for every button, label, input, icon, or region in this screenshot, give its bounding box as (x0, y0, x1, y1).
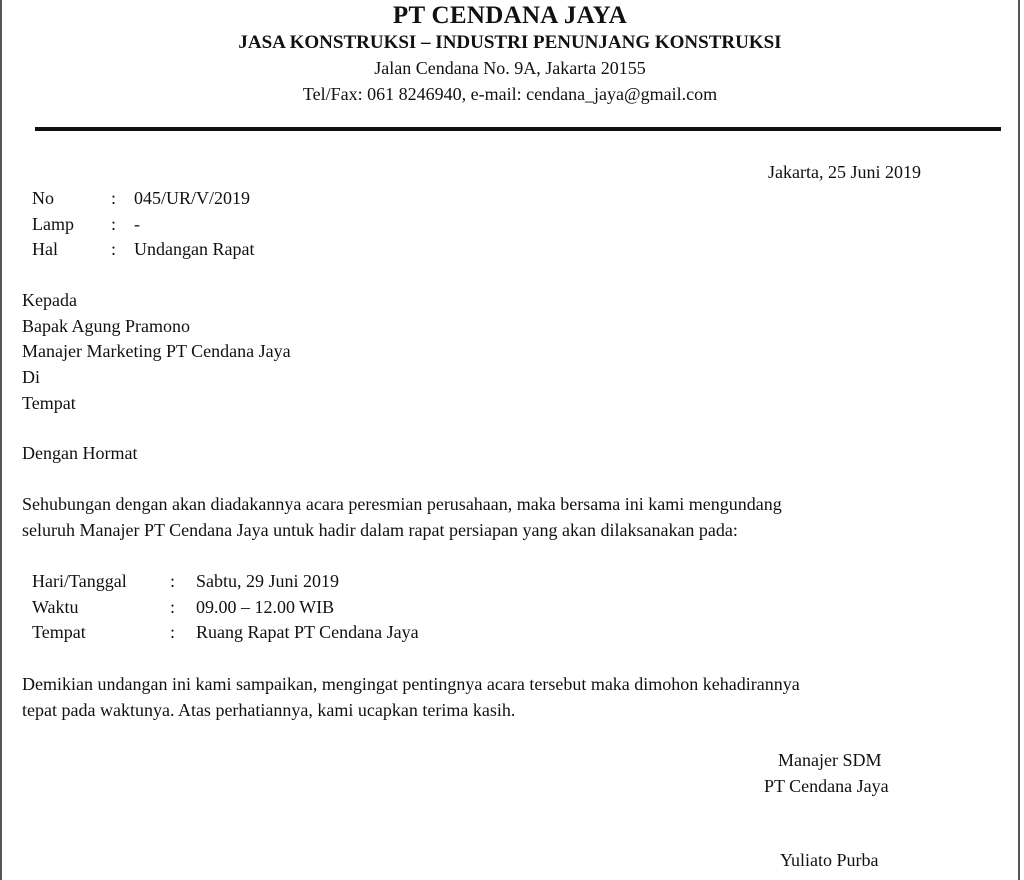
recipient-line: Di (22, 367, 40, 387)
company-contact: Tel/Fax: 061 8246940, e-mail: cendana_jaya@gmail.com (302, 84, 718, 104)
body-paragraph-line: Demikian undangan ini kami sampaikan, mengingat pentingnya acara tersebut maka dimohon kehadirannya (22, 674, 800, 694)
schedule-value-time: 09.00 – 12.00 WIB (196, 597, 335, 617)
signature-name: Yuliato Purba (780, 850, 879, 870)
schedule-value-place: Ruang Rapat PT Cendana Jaya (196, 622, 419, 642)
body-paragraph-line: Sehubungan dengan akan diadakannya acara peresmian perusahaan, maka bersama ini kami mengundang (22, 494, 782, 514)
meta-colon: : (111, 239, 117, 259)
meta-value-hal: Undangan Rapat (134, 239, 255, 259)
meta-label-no: No (32, 188, 54, 208)
company-tagline: JASA KONSTRUKSI – INDUSTRI PENUNJANG KONSTRUKSI (238, 32, 782, 53)
recipient-line: Tempat (22, 393, 76, 413)
signature-company: PT Cendana Jaya (764, 776, 889, 796)
schedule-colon: : (170, 597, 176, 617)
body-paragraph-line: seluruh Manajer PT Cendana Jaya untuk hadir dalam rapat persiapan yang akan dilaksanakan pada: (22, 520, 738, 540)
company-address: Jalan Cendana No. 9A, Jakarta 20155 (374, 58, 646, 78)
schedule-colon: : (170, 571, 176, 591)
schedule-label-time: Waktu (32, 597, 79, 617)
recipient-line: Bapak Agung Pramono (22, 316, 190, 336)
schedule-value-date: Sabtu, 29 Juni 2019 (196, 571, 340, 591)
body-paragraph-line: tepat pada waktunya. Atas perhatiannya, kami ucapkan terima kasih. (22, 700, 516, 720)
schedule-colon: : (170, 622, 176, 642)
schedule-label-date: Hari/Tanggal (32, 571, 127, 591)
schedule-label-place: Tempat (32, 622, 86, 642)
meta-colon: : (111, 214, 117, 234)
salutation: Dengan Hormat (22, 443, 138, 463)
meta-label-hal: Hal (32, 239, 58, 259)
meta-colon: : (111, 188, 117, 208)
recipient-line: Kepada (22, 290, 77, 310)
meta-value-no: 045/UR/V/2019 (134, 188, 251, 208)
company-name: PT CENDANA JAYA (392, 2, 628, 29)
letter-date: Jakarta, 25 Juni 2019 (768, 162, 921, 182)
signature-position: Manajer SDM (778, 750, 882, 770)
letterhead-divider (35, 127, 1001, 131)
meta-value-lamp: - (134, 214, 140, 234)
recipient-line: Manajer Marketing PT Cendana Jaya (22, 341, 291, 361)
meta-label-lamp: Lamp (32, 214, 74, 234)
